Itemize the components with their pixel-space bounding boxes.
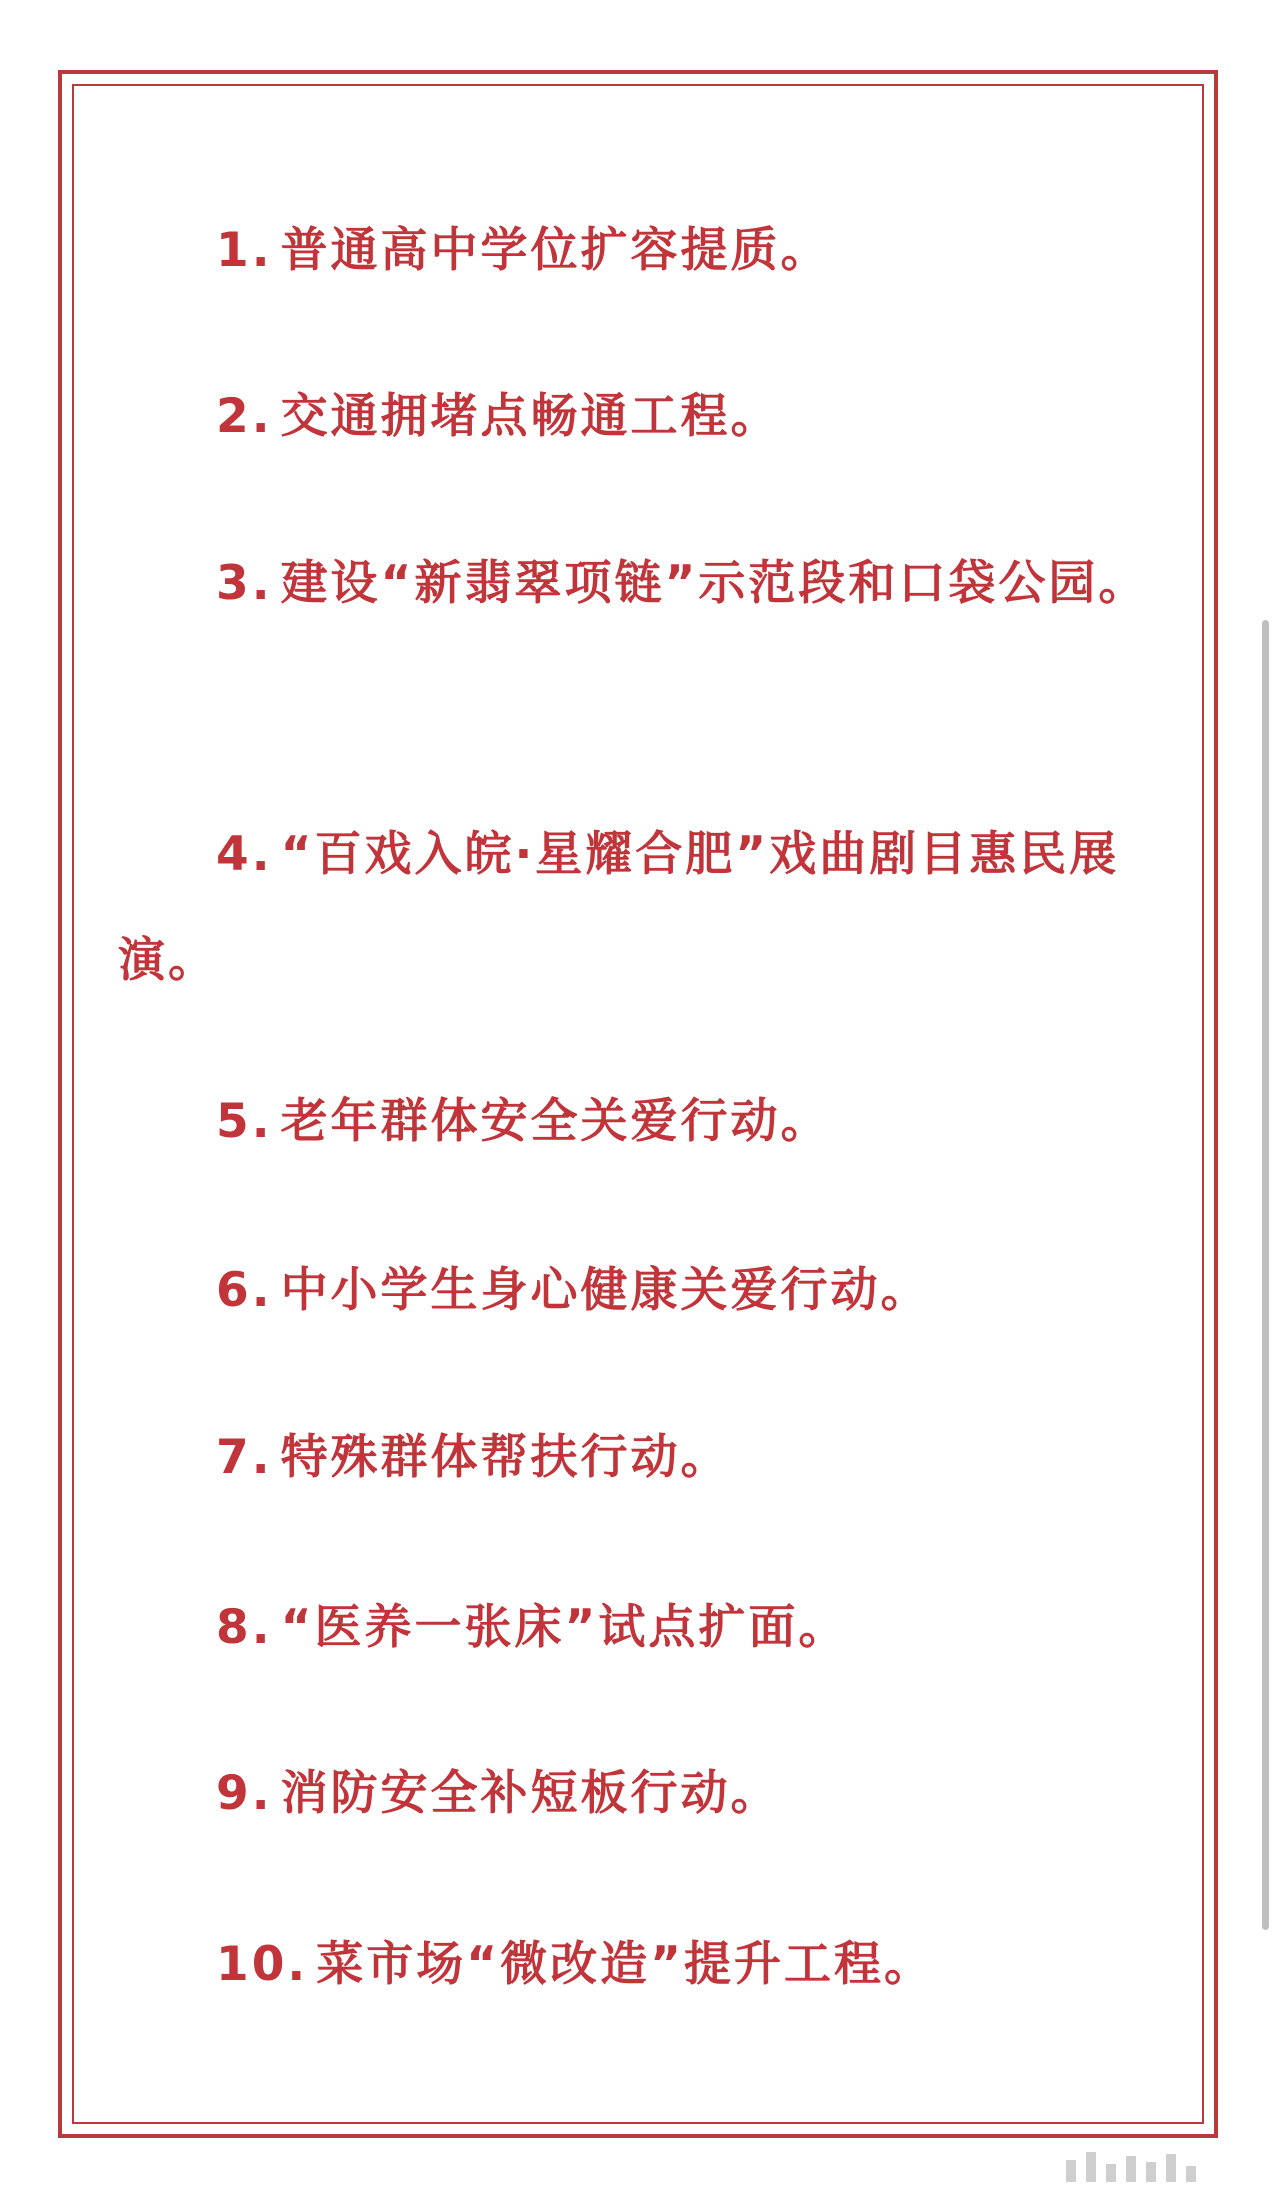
item-text: 老年群体安全关爱行动。 [280,1094,831,1149]
item-number: 9. [216,1766,273,1821]
list-item-4 [118,802,1168,1014]
item-text: 菜市场“微改造”提升工程。 [316,1937,935,1992]
list-item-7 [118,1405,1168,1511]
scrollbar-thumb[interactable] [1262,620,1269,1930]
list-item-9 [118,1741,1168,1847]
item-number: 10. [216,1937,309,1992]
list-item-3 [118,531,1168,637]
item-number: 6. [216,1263,273,1318]
list-item-5 [118,1069,1168,1175]
item-text: 交通拥堵点畅通工程。 [280,389,781,444]
item-number: 3. [216,556,273,611]
item-number: 1. [216,223,273,278]
watermark-logo [1066,2152,1196,2182]
item-text: 消防安全补短板行动。 [280,1766,781,1821]
list-item-6 [118,1238,1168,1344]
item-text: 建设“新翡翠项链”示范段和口袋公园。 [280,556,1149,611]
list-item-2 [118,364,1168,470]
item-text: 特殊群体帮扶行动。 [280,1430,731,1485]
item-text: “医养一张床”试点扩面。 [280,1600,849,1655]
list-item-1 [118,198,1168,304]
list-item-10 [118,1912,1168,2018]
item-text: “百戏入皖·星耀合肥”戏曲剧目惠民展演。 [118,827,1120,988]
item-number: 5. [216,1094,273,1149]
item-text: 普通高中学位扩容提质。 [280,223,831,278]
list-item-8 [118,1575,1168,1681]
item-number: 8. [216,1600,273,1655]
item-text: 中小学生身心健康关爱行动。 [280,1263,931,1318]
item-number: 7. [216,1430,273,1485]
item-number: 4. [216,827,273,882]
item-number: 2. [216,389,273,444]
